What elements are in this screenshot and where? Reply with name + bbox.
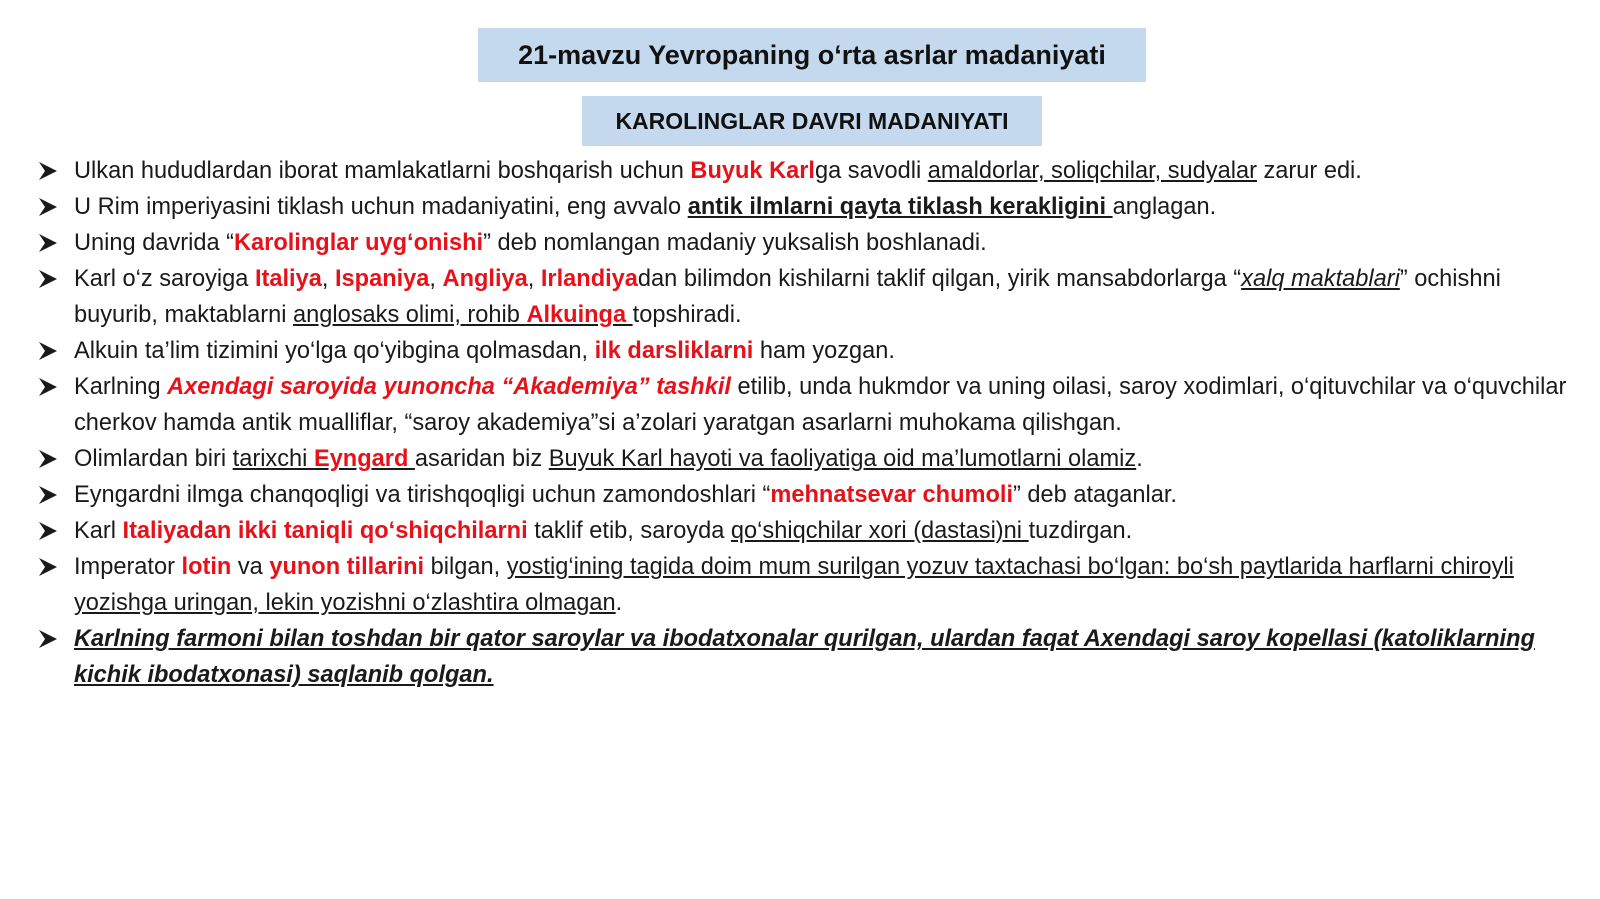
bullet-item	[36, 153, 1591, 189]
bullet-item	[36, 477, 1591, 513]
underlined-text: tarixchi	[232, 446, 314, 472]
highlight-italic-text: Axendagi saroyida yunoncha “Akademiya” tashkil	[167, 374, 731, 400]
text-span: ga savodli	[814, 158, 928, 184]
arrowhead-icon	[38, 197, 58, 217]
bullet-item	[36, 621, 1591, 693]
highlight-text: Karolinglar uyg‘onishi	[234, 230, 484, 256]
bullet-list	[36, 153, 1591, 693]
text-span: ,	[429, 266, 443, 292]
text-span: Eyngardni ilmga chanqoqligi va tirishqoqligi uchun zamondoshlari “	[74, 482, 771, 508]
underlined-group	[293, 302, 633, 328]
text-span: dan bilimdon kishilarni taklif qilgan, yirik mansabdorlarga “	[637, 266, 1242, 292]
text-span: bilgan,	[424, 554, 507, 580]
bullet-item	[36, 441, 1591, 477]
text-span: Uning davrida “	[74, 230, 234, 256]
arrowhead-icon	[38, 521, 58, 541]
highlight-text: ilk darsliklarni	[594, 338, 754, 364]
text-span: ” deb nomlangan madaniy yuksalish boshlanadi.	[483, 230, 987, 256]
underlined-text: qo‘shiqchilar xori (dastasi)ni	[730, 518, 1029, 544]
text-span: ” ochishni buyurib, maktablarni	[74, 266, 1501, 328]
highlight-text: lotin	[181, 554, 232, 580]
text-span: topshiradi.	[632, 302, 742, 328]
highlight-text: Italiyadan ikki taniqli qo‘shiqchilarni	[122, 518, 528, 544]
arrowhead-icon	[38, 341, 58, 361]
text-span: U Rim imperiyasini tiklash uchun madaniyatini, eng avvalo	[74, 194, 688, 220]
arrowhead-icon	[38, 377, 58, 397]
text-span: Alkuin ta’lim tizimini yo‘lga qo‘yibgina qolmasdan,	[74, 338, 595, 364]
text-span: tuzdirgan.	[1028, 518, 1133, 544]
bullet-item	[36, 549, 1591, 621]
text-span: asaridan biz	[414, 446, 549, 472]
underlined-italic-text: xalq maktablari	[1241, 266, 1400, 292]
text-span: .	[1136, 446, 1143, 472]
text-span: ham yozgan.	[753, 338, 895, 364]
arrowhead-icon	[38, 629, 58, 649]
highlight-text: Alkuinga	[526, 302, 633, 328]
arrowhead-icon	[38, 449, 58, 469]
underlined-text: yostig‘ining tagida doim mum surilgan yozuv taxtachasi bo‘lgan: bo‘sh paytlarida harflarni chiroyli yozishga uringan, lekin yozishni o‘zlashtira olmagan	[74, 554, 1514, 616]
text-span: va	[231, 554, 270, 580]
text-span: Karl	[74, 518, 123, 544]
underlined-text: Buyuk Karl hayoti va faoliyatiga oid ma’lumotlarni olamiz	[548, 446, 1137, 472]
highlight-text: yunon tillarini	[269, 554, 425, 580]
highlight-text: Ispaniya	[334, 266, 430, 292]
text-span: .	[615, 590, 623, 616]
bullet-item	[36, 261, 1591, 333]
underlined-text: anglosaks olimi, rohib	[293, 302, 527, 328]
text-span: ,	[321, 266, 335, 292]
text-span: etilib, unda hukmdor va uning oilasi, saroy xodimlari, o‘qituvchilar va o‘quvchilar cherkov hamda antik mualliflar, “saroy akademiya”si a’zolari yaratgan asarlarni muhokama qilishgan.	[74, 374, 1567, 436]
underlined-bold-text: antik ilmlarni qayta tiklash kerakligini	[687, 194, 1113, 220]
text-span: Karl o‘z saroyiga	[74, 266, 255, 292]
arrowhead-icon	[38, 161, 58, 181]
slide-title	[478, 28, 1146, 82]
text-span: zarur edi.	[1256, 158, 1362, 184]
text-span: taklif etib, saroyda	[527, 518, 731, 544]
underlined-text: amaldorlar, soliqchilar, sudyalar	[927, 158, 1257, 184]
slide-subtitle-text: KAROLINGLAR DAVRI MADANIYATI	[615, 107, 1009, 134]
text-span: ” deb ataganlar.	[1013, 482, 1177, 508]
slide-subtitle	[582, 96, 1042, 146]
text-span: ,	[527, 266, 541, 292]
arrowhead-icon	[38, 485, 58, 505]
bullet-item	[36, 333, 1591, 369]
arrowhead-icon	[38, 557, 58, 577]
text-span: anglagan.	[1112, 194, 1217, 220]
bullet-item	[36, 225, 1591, 261]
bullet-item	[36, 189, 1591, 225]
highlight-text: Eyngard	[313, 446, 415, 472]
highlight-text: Angliya	[442, 266, 528, 292]
bullet-item	[36, 369, 1591, 441]
text-span: Karlning	[74, 374, 168, 400]
arrowhead-icon	[38, 269, 58, 289]
bullet-item	[36, 513, 1591, 549]
highlight-text: Italiya	[254, 266, 322, 292]
arrowhead-icon	[38, 233, 58, 253]
slide-title-text: 21-mavzu Yevropaning o‘rta asrlar madaniyati	[518, 39, 1106, 70]
underlined-group	[233, 446, 415, 472]
text-span: Olimlardan biri	[74, 446, 233, 472]
highlight-text: Buyuk Karl	[690, 158, 815, 184]
underlined-bold-italic-text: Karlning farmoni bilan toshdan bir qator saroylar va ibodatxonalar qurilgan, ulardan faqat Axendagi saroy kopellasi (katoliklarning kichik ibodatxonasi) saqlanib qolgan.	[74, 626, 1535, 688]
highlight-text: mehnatsevar chumoli	[770, 482, 1013, 508]
highlight-text: Irlandiya	[540, 266, 638, 292]
text-span: Ulkan hududlardan iborat mamlakatlarni boshqarish uchun	[74, 158, 691, 184]
text-span: Imperator	[74, 554, 182, 580]
